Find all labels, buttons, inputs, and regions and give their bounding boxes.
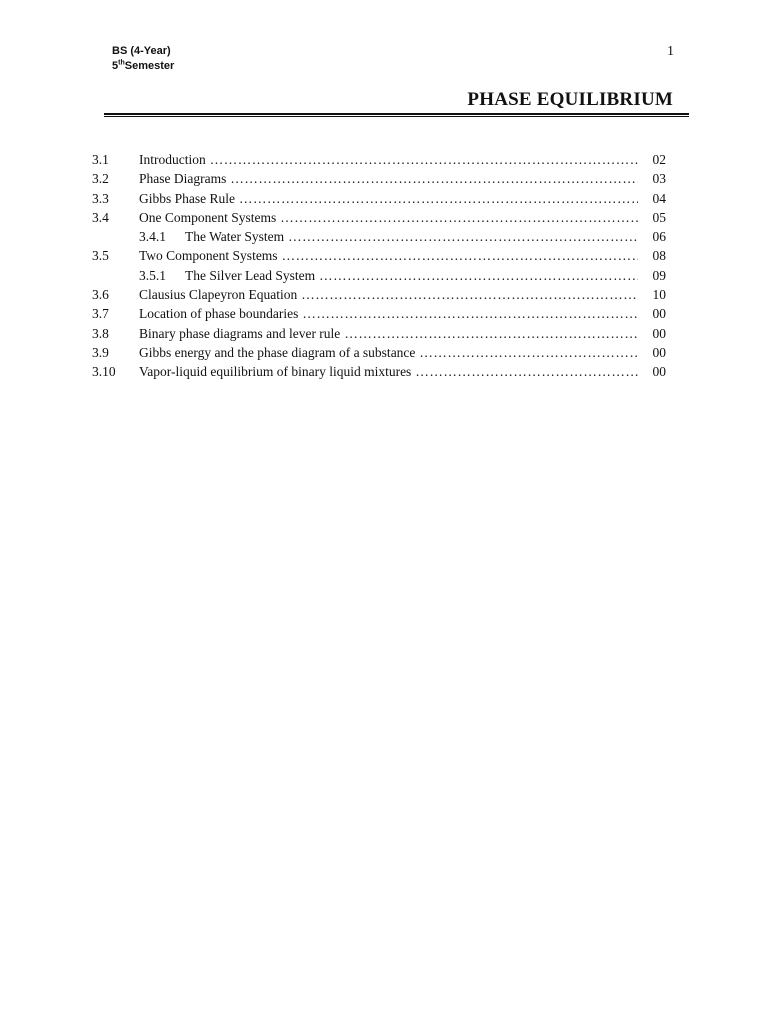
toc-page: 08	[652, 248, 666, 264]
toc-row[interactable]	[92, 343, 666, 362]
title-rule-thick	[104, 113, 689, 115]
toc-number: 3.4.1	[139, 229, 166, 245]
toc-row[interactable]	[92, 189, 666, 208]
toc-leader-dots	[288, 227, 638, 246]
toc-page: 00	[652, 325, 666, 341]
toc-leader-dots	[415, 362, 638, 381]
toc-number: 3.3	[92, 190, 109, 206]
toc-title: Phase Diagrams	[139, 171, 227, 187]
toc-leader-dots	[344, 324, 638, 343]
toc-page: 00	[652, 364, 666, 380]
toc-number: 3.8	[92, 325, 109, 341]
toc-title: Location of phase boundaries	[139, 306, 299, 322]
toc-number: 3.6	[92, 287, 109, 303]
toc-page: 06	[652, 229, 666, 245]
course-header	[112, 44, 174, 74]
page-number: 1	[667, 44, 674, 59]
toc-number: 3.10	[92, 364, 116, 380]
toc-page: 04	[652, 190, 666, 206]
toc-number: 3.4	[92, 209, 109, 225]
toc-title: Vapor-liquid equilibrium of binary liquid mixtures	[139, 364, 412, 380]
toc-number: 3.2	[92, 171, 109, 187]
toc-title: One Component Systems	[139, 209, 277, 225]
toc-number: 3.9	[92, 344, 109, 360]
toc-leader-dots	[239, 189, 638, 208]
toc-row[interactable]	[92, 169, 666, 188]
toc-leader-dots	[282, 246, 638, 265]
toc-subrow[interactable]	[92, 266, 666, 285]
toc-row[interactable]	[92, 324, 666, 343]
toc-leader-dots	[210, 150, 638, 169]
toc-leader-dots	[419, 343, 638, 362]
toc-row[interactable]	[92, 285, 666, 304]
toc-leader-dots	[301, 285, 638, 304]
toc-row[interactable]	[92, 246, 666, 265]
title-rule-thin	[104, 116, 689, 117]
toc-title: Binary phase diagrams and lever rule	[139, 325, 341, 341]
toc-number: 3.7	[92, 306, 109, 322]
toc-page: 09	[652, 267, 666, 283]
toc-title: Two Component Systems	[139, 248, 278, 264]
toc-leader-dots	[302, 304, 638, 323]
toc-number: 3.5.1	[139, 267, 166, 283]
toc-number: 3.5	[92, 248, 109, 264]
toc-leader-dots	[230, 169, 638, 188]
toc-number: 3.1	[92, 152, 109, 167]
toc-leader-dots	[280, 208, 638, 227]
toc-row[interactable]	[92, 362, 666, 381]
chapter-title: PHASE EQUILIBRIUM	[467, 89, 673, 110]
semester-ordinal: th	[118, 59, 125, 67]
toc-title: The Water System	[185, 229, 285, 245]
toc-page: 02	[652, 152, 666, 167]
toc-title: Gibbs Phase Rule	[139, 190, 235, 206]
toc-row[interactable]	[92, 208, 666, 227]
toc-row[interactable]	[92, 304, 666, 323]
toc-page: 00	[652, 344, 666, 360]
semester-label	[112, 59, 174, 74]
toc-title: The Silver Lead System	[185, 267, 316, 283]
toc-page: 03	[652, 171, 666, 187]
toc-leader-dots	[319, 266, 638, 285]
toc-title: Introduction	[139, 152, 206, 167]
table-of-contents	[92, 150, 666, 382]
toc-row[interactable]	[92, 150, 666, 169]
semester-number: 5	[112, 60, 119, 72]
toc-page: 10	[652, 287, 666, 303]
toc-title: Gibbs energy and the phase diagram of a substance	[139, 344, 416, 360]
program-label: BS (4-Year)	[112, 45, 171, 57]
toc-page: 05	[652, 209, 666, 225]
toc-subrow[interactable]	[92, 227, 666, 246]
toc-title: Clausius Clapeyron Equation	[139, 287, 298, 303]
toc-page: 00	[652, 306, 666, 322]
semester-word: Semester	[124, 60, 175, 72]
